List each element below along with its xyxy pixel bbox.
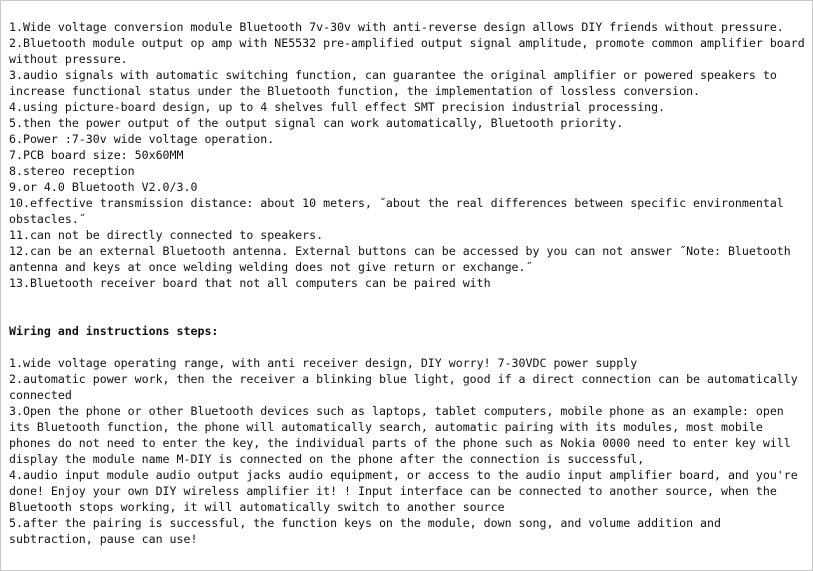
wiring-step-3: 3.Open the phone or other Bluetooth devices such as laptops, tablet computers, mobile phone as an example: open its Bluetooth function, the phone will automatically search, automatic pairing with its modules, most mobile phones do not need to enter the key, the individual parts of the phone such as Nokia 0000 need to enter key will display the module name M-DIY is connected on the phone after the connection is successful, bbox=[9, 404, 791, 466]
wiring-step-2: 2.automatic power work, then the receiver a blinking blue light, good if a direct connection can be automatically connected bbox=[9, 372, 798, 402]
feature-item-2: 2.Bluetooth module output op amp with NE5532 pre-amplified output signal amplitude, promote common amplifier board without pressure. bbox=[9, 36, 805, 66]
feature-item-1: 1.Wide voltage conversion module Bluetooth 7v-30v with anti-reverse design allows DIY friends without pressure. bbox=[9, 20, 784, 34]
feature-item-4: 4.using picture-board design, up to 4 shelves full effect SMT precision industrial processing. bbox=[9, 100, 666, 114]
feature-item-8: 8.stereo reception bbox=[9, 164, 135, 178]
feature-list bbox=[9, 19, 807, 291]
feature-item-5: 5.then the power output of the output signal can work automatically, Bluetooth priority. bbox=[9, 116, 624, 130]
spacer bbox=[9, 291, 807, 323]
feature-item-13: 13.Bluetooth receiver board that not all computers can be paired with bbox=[9, 276, 491, 290]
wiring-step-4: 4.audio input module audio output jacks audio equipment, or access to the audio input amplifier board, and you're done! Enjoy your own DIY wireless amplifier it! ! Input interface can be connected to another source, when the Bluetooth stops working, it will automatically switch to another source bbox=[9, 468, 798, 514]
feature-item-3: 3.audio signals with automatic switching function, can guarantee the original amplifier or powered speakers to increase functional status under the Bluetooth function, the implementation of lossless conversion. bbox=[9, 68, 777, 98]
spacer bbox=[9, 339, 807, 355]
wiring-step-5: 5.after the pairing is successful, the function keys on the module, down song, and volume addition and subtraction, pause can use! bbox=[9, 516, 721, 546]
feature-item-7: 7.PCB board size: 50x60MM bbox=[9, 148, 184, 162]
feature-item-6: 6.Power :7-30v wide voltage operation. bbox=[9, 132, 275, 146]
feature-item-9: 9.or 4.0 Bluetooth V2.0/3.0 bbox=[9, 180, 198, 194]
feature-item-12: 12.can be an external Bluetooth antenna. External buttons can be accessed by you can not answer ˝Note: Bluetooth antenna and keys at once welding welding does not give return or exchange.˝ bbox=[9, 244, 791, 274]
feature-item-11: 11.can not be directly connected to speakers. bbox=[9, 228, 324, 242]
product-description bbox=[9, 19, 807, 547]
wiring-step-1: 1.wide voltage operating range, with anti receiver design, DIY worry! 7-30VDC power supply bbox=[9, 356, 638, 370]
section-heading: Wiring and instructions steps: bbox=[9, 324, 219, 338]
wiring-steps-list bbox=[9, 355, 807, 547]
feature-item-10: 10.effective transmission distance: about 10 meters, ˝about the real differences between specific environmental obstacles.˝ bbox=[9, 196, 784, 226]
